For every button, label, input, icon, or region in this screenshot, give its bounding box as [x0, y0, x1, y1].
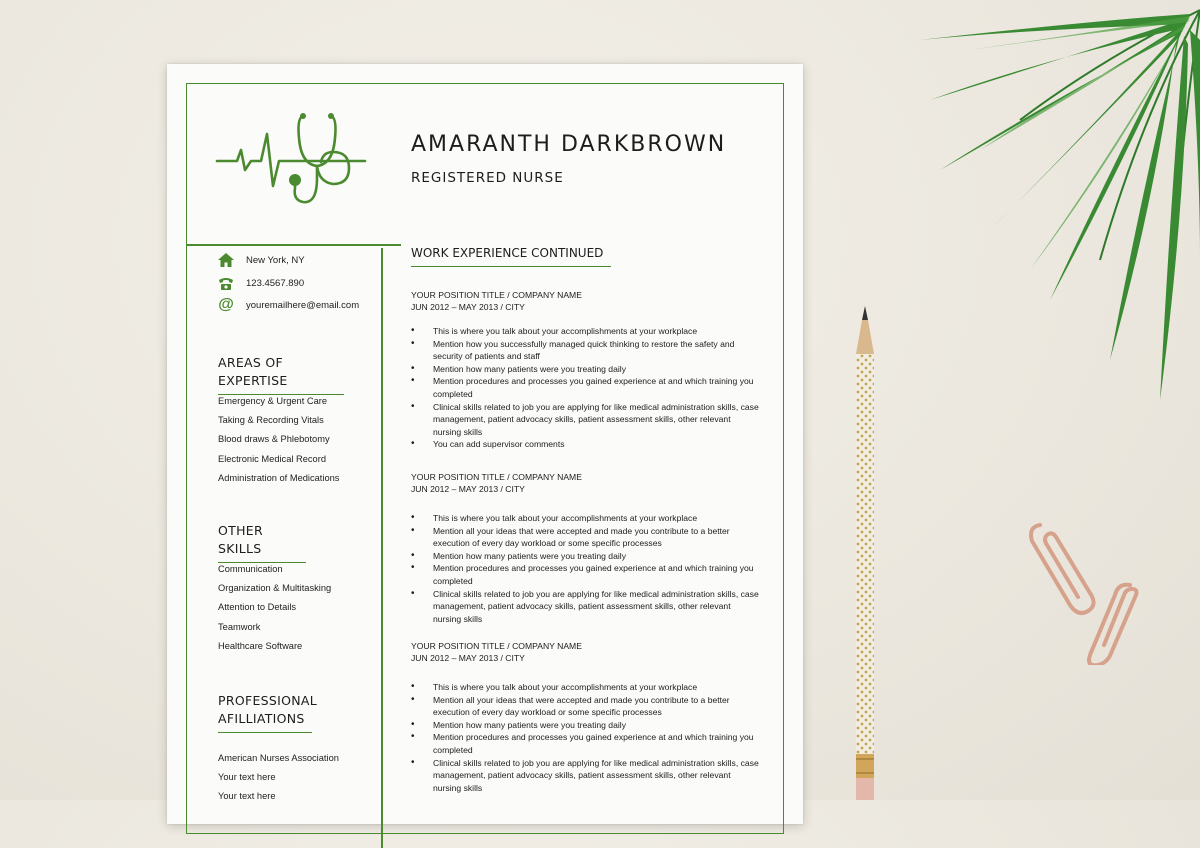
list-item: Organization & Multitasking — [218, 583, 332, 594]
column-divider — [381, 248, 383, 848]
expertise-heading: AREAS OF EXPERTISE — [218, 354, 344, 395]
candidate-title: REGISTERED NURSE — [411, 170, 564, 186]
location-text: New York, NY — [246, 254, 305, 266]
list-item: Healthcare Software — [218, 640, 303, 651]
list-item: Administration of Medications — [218, 472, 340, 483]
list-item: American Nurses Association — [218, 753, 339, 763]
job-entry — [411, 640, 761, 794]
job-bullets — [411, 325, 761, 451]
bullet-item: • Clinical skills related to job you are applying for like medical administration skills, case management, patient advocacy skills, patient assessment skills, other relevant nursing skills — [433, 588, 761, 626]
bullet-item: • Clinical skills related to job you are applying for like medical administration skills, case management, patient advocacy skills, patient assessment skills, other relevant nursing skills — [433, 401, 761, 439]
contact-phone — [217, 275, 304, 291]
job-position: YOUR POSITION TITLE / COMPANY NAME — [411, 290, 582, 300]
palm-leaf-decoration — [900, 0, 1200, 420]
job-bullets — [411, 681, 761, 794]
work-experience-heading: WORK EXPERIENCE CONTINUED — [411, 246, 611, 267]
bullet-item: • Mention all your ideas that were accepted and made you contribute to a better execution of every day workload or some specific processes — [433, 694, 761, 719]
list-item: Blood draws & Phlebotomy — [218, 434, 330, 445]
bullet-item: • This is where you talk about your accomplishments at your workplace — [433, 681, 761, 694]
bullet-item: • Mention procedures and processes you gained experience at and which training you completed — [433, 375, 761, 400]
affiliations-heading — [218, 692, 318, 733]
at-icon: @ — [218, 296, 234, 313]
other-skills-heading: OTHER SKILLS — [218, 522, 306, 563]
contact-location — [217, 252, 305, 268]
heartbeat-stethoscope-icon — [215, 108, 367, 212]
job-bullets — [411, 512, 761, 625]
other-skills-list — [218, 560, 331, 656]
email-text: youremailhere@email.com — [246, 299, 360, 311]
list-item: Communication — [218, 564, 283, 574]
job-dates: JUN 2012 – MAY 2013 / CITY — [411, 653, 525, 663]
phone-text: 123.4567.890 — [246, 277, 305, 289]
bullet-item: • Mention how you successfully managed quick thinking to restore the safety and security of patients and staff — [433, 338, 761, 363]
job-dates: JUN 2012 – MAY 2013 / CITY — [411, 484, 525, 494]
bullet-item: • Mention how many patients were you treating daily — [433, 719, 761, 732]
candidate-name: AMARANTH DARKBROWN — [411, 132, 727, 157]
list-item: Teamwork — [218, 621, 261, 632]
paper-clip-decoration — [1020, 515, 1160, 665]
home-icon — [217, 252, 235, 268]
job-position: YOUR POSITION TITLE / COMPANY NAME — [411, 472, 582, 482]
list-item: Your text here — [218, 791, 276, 802]
bullet-item: • You can add supervisor comments — [433, 438, 761, 451]
bullet-item: • Mention procedures and processes you gained experience at and which training you completed — [433, 731, 761, 756]
affiliations-heading-line2: AFILLIATIONS — [218, 711, 305, 726]
affiliations-heading-line1: PROFESSIONAL — [218, 693, 318, 708]
job-position: YOUR POSITION TITLE / COMPANY NAME — [411, 641, 582, 651]
bullet-item: • Mention how many patients were you treating daily — [433, 363, 761, 376]
bullet-item: • Mention procedures and processes you gained experience at and which training you completed — [433, 562, 761, 587]
list-item: Attention to Details — [218, 602, 297, 613]
list-item: Your text here — [218, 772, 276, 783]
list-item: Emergency & Urgent Care — [218, 396, 328, 406]
job-entry — [411, 289, 761, 451]
contact-email — [217, 297, 359, 313]
phone-icon — [217, 275, 235, 291]
affiliations-list — [218, 749, 339, 807]
pencil-decoration — [852, 306, 878, 800]
resume-page — [167, 64, 803, 824]
job-entry — [411, 471, 761, 625]
list-item: Electronic Medical Record — [218, 453, 326, 464]
job-dates: JUN 2012 – MAY 2013 / CITY — [411, 302, 525, 312]
bullet-item: • This is where you talk about your accomplishments at your workplace — [433, 325, 761, 338]
header-divider — [187, 244, 401, 246]
bullet-item: • Mention how many patients were you treating daily — [433, 550, 761, 563]
bullet-item: • Clinical skills related to job you are applying for like medical administration skills, case management, patient advocacy skills, patient assessment skills, other relevant nursing skills — [433, 757, 761, 795]
bullet-item: • Mention all your ideas that were accepted and made you contribute to a better execution of every day workload or some specific processes — [433, 525, 761, 550]
bullet-item: • This is where you talk about your accomplishments at your workplace — [433, 512, 761, 525]
expertise-list — [218, 392, 339, 488]
list-item: Taking & Recording Vitals — [218, 415, 324, 426]
